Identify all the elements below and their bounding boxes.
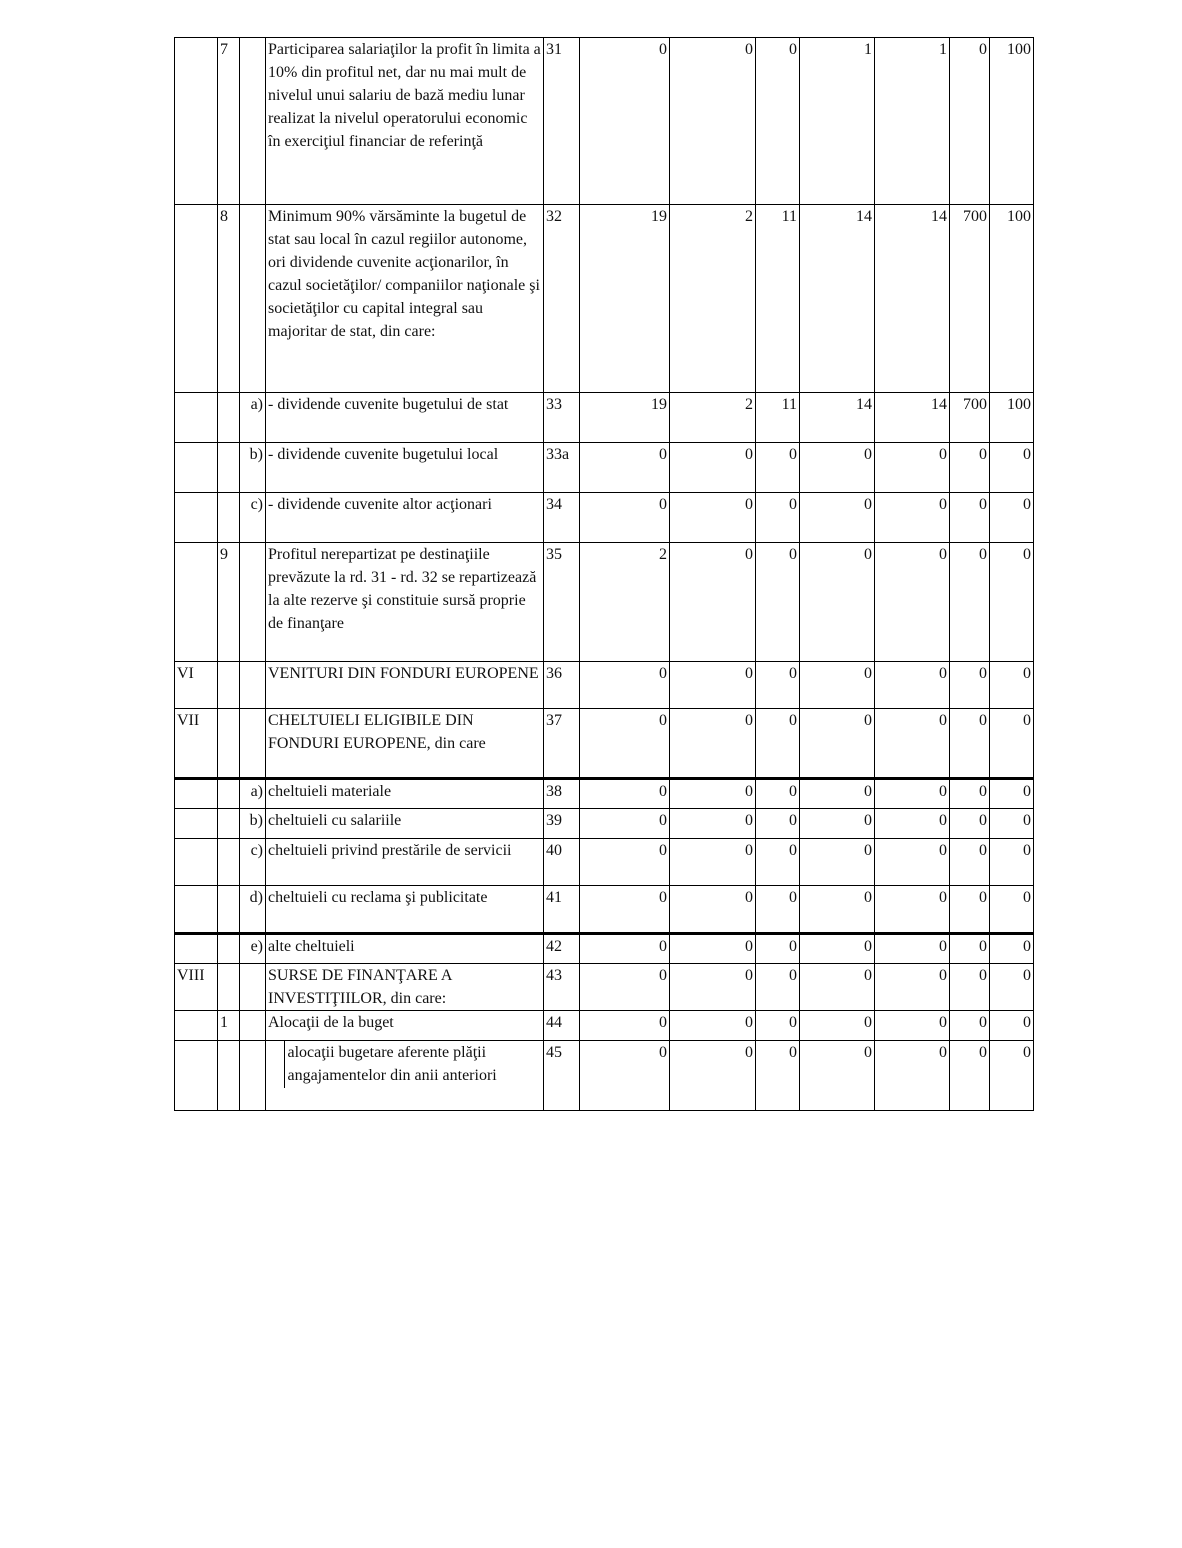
chapter-cell: VIII [175,964,218,1011]
value-cell: 0 [580,779,670,809]
description-text: cheltuieli materiale [268,783,392,800]
value-cell: 0 [990,809,1034,839]
value-cell: 0 [800,809,875,839]
value-cell: 0 [875,443,950,493]
value-cell: 0 [756,809,800,839]
chapter-cell [175,779,218,809]
value-cell: 11 [756,205,800,393]
value-cell: 0 [990,839,1034,886]
value-cell: 0 [756,779,800,809]
value-cell: 0 [990,709,1034,779]
value-cell: 1 [875,38,950,205]
value-cell: 0 [670,543,756,662]
chapter-cell [175,886,218,934]
sub-letter-cell [240,964,266,1011]
row-number-cell [218,393,240,443]
value-cell: 0 [875,1011,950,1041]
value-cell: 0 [950,38,990,205]
description-cell [266,709,544,779]
value-cell: 0 [950,809,990,839]
value-cell: 0 [580,1041,670,1111]
row-number-cell [218,964,240,1011]
table-row [175,493,1034,543]
value-cell: 0 [990,1011,1034,1041]
chapter-cell [175,839,218,886]
table-row [175,779,1034,809]
value-cell: 0 [756,1011,800,1041]
sub-letter-cell [240,709,266,779]
value-cell: 0 [670,886,756,934]
value-cell: 0 [950,493,990,543]
chapter-cell [175,934,218,964]
table-row [175,543,1034,662]
table-row [175,662,1034,709]
chapter-cell [175,809,218,839]
description-cell [266,1011,544,1041]
rd-number-cell: 42 [544,934,580,964]
value-cell: 0 [670,38,756,205]
rd-number-cell: 44 [544,1011,580,1041]
description-cell [266,886,544,934]
sub-letter-cell [240,543,266,662]
value-cell: 0 [670,934,756,964]
description-text: cheltuieli cu reclama şi publicitate [268,889,488,906]
row-number-cell: 9 [218,543,240,662]
chapter-cell [175,393,218,443]
table-row [175,809,1034,839]
description-text: CHELTUIELI ELIGIBILE DIN FONDURI EUROPENE, din care [268,712,486,752]
row-number-cell: 7 [218,38,240,205]
value-cell: 0 [990,964,1034,1011]
value-cell: 0 [756,886,800,934]
sub-letter-cell [240,1011,266,1041]
sub-letter-cell [240,38,266,205]
row-number-cell [218,779,240,809]
value-cell: 14 [875,205,950,393]
description-cell [266,964,544,1011]
table-row [175,205,1034,393]
value-cell: 0 [580,839,670,886]
row-number-cell [218,662,240,709]
value-cell: 0 [875,543,950,662]
value-cell: 0 [875,709,950,779]
value-cell: 0 [950,779,990,809]
chapter-cell: VI [175,662,218,709]
value-cell: 0 [756,543,800,662]
description-cell [266,543,544,662]
table-row [175,393,1034,443]
description-text: alocaţii bugetare aferente plăţii angajamentelor din anii anteriori [287,1044,497,1084]
value-cell: 0 [580,443,670,493]
sub-letter-cell: c) [240,839,266,886]
table-row [175,934,1034,964]
rd-number-cell: 37 [544,709,580,779]
sub-letter-cell: c) [240,493,266,543]
rd-number-cell: 43 [544,964,580,1011]
rd-number-cell: 38 [544,779,580,809]
row-number-cell: 1 [218,1011,240,1041]
description-text: Alocaţii de la buget [268,1014,394,1031]
description-cell [266,934,544,964]
nested-indent-bar [266,1040,285,1088]
budget-table [174,37,1034,1111]
value-cell: 100 [990,38,1034,205]
rd-number-cell: 39 [544,809,580,839]
row-number-cell [218,809,240,839]
chapter-cell [175,543,218,662]
value-cell: 0 [580,1011,670,1041]
rd-number-cell: 41 [544,886,580,934]
value-cell: 0 [580,709,670,779]
value-cell: 0 [800,493,875,543]
nested-description [268,1041,541,1087]
value-cell: 0 [950,443,990,493]
value-cell: 0 [670,964,756,1011]
sub-letter-cell: e) [240,934,266,964]
value-cell: 0 [800,1011,875,1041]
value-cell: 0 [580,809,670,839]
value-cell: 0 [756,964,800,1011]
value-cell: 0 [580,886,670,934]
value-cell: 0 [670,1011,756,1041]
chapter-cell [175,443,218,493]
row-number-cell [218,934,240,964]
table-row [175,709,1034,779]
value-cell: 0 [875,839,950,886]
value-cell: 0 [670,443,756,493]
value-cell: 0 [756,443,800,493]
value-cell: 0 [950,1041,990,1111]
value-cell: 0 [875,493,950,543]
row-number-cell [218,709,240,779]
value-cell: 0 [670,493,756,543]
rd-number-cell: 45 [544,1041,580,1111]
description-text: Participarea salariaţilor la profit în limita a 10% din profitul net, dar nu mai mult de nivelul unui salariu de bază mediu lunar realizat la nivelul operatorului economic în exerciţiul financiar de referinţă [268,41,541,150]
row-number-cell [218,493,240,543]
value-cell: 0 [990,1041,1034,1111]
value-cell: 0 [990,493,1034,543]
value-cell: 0 [875,662,950,709]
value-cell: 0 [950,839,990,886]
value-cell: 0 [950,543,990,662]
description-cell [266,443,544,493]
description-cell [266,779,544,809]
table-row [175,1011,1034,1041]
value-cell: 0 [580,662,670,709]
chapter-cell: VII [175,709,218,779]
value-cell: 0 [756,662,800,709]
value-cell: 0 [580,934,670,964]
sub-letter-cell: b) [240,809,266,839]
row-number-cell [218,886,240,934]
value-cell: 0 [875,934,950,964]
rd-number-cell: 36 [544,662,580,709]
value-cell: 0 [875,1041,950,1111]
rd-number-cell: 35 [544,543,580,662]
value-cell: 14 [800,205,875,393]
sub-letter-cell [240,662,266,709]
chapter-cell [175,493,218,543]
value-cell: 0 [950,662,990,709]
value-cell: 0 [990,779,1034,809]
value-cell: 0 [756,839,800,886]
table-row [175,964,1034,1011]
value-cell: 700 [950,205,990,393]
value-cell: 2 [670,205,756,393]
description-cell [266,839,544,886]
chapter-cell [175,205,218,393]
value-cell: 0 [800,779,875,809]
description-text: - dividende cuvenite altor acţionari [268,496,492,513]
value-cell: 2 [580,543,670,662]
rd-number-cell: 34 [544,493,580,543]
rd-number-cell: 32 [544,205,580,393]
description-cell [266,662,544,709]
value-cell: 0 [800,709,875,779]
value-cell: 0 [670,839,756,886]
sub-letter-cell: a) [240,393,266,443]
sub-letter-cell: d) [240,886,266,934]
description-text: alte cheltuieli [268,938,355,955]
table-row [175,886,1034,934]
value-cell: 0 [990,443,1034,493]
value-cell: 0 [670,662,756,709]
value-cell: 0 [800,934,875,964]
value-cell: 11 [756,393,800,443]
value-cell: 0 [756,709,800,779]
description-text: VENITURI DIN FONDURI EUROPENE [268,665,539,682]
description-text: cheltuieli privind prestările de servicii [268,842,512,859]
description-cell [266,205,544,393]
value-cell: 0 [670,709,756,779]
value-cell: 14 [800,393,875,443]
table-row [175,1041,1034,1111]
table-row [175,839,1034,886]
value-cell: 19 [580,393,670,443]
value-cell: 0 [875,779,950,809]
value-cell: 100 [990,205,1034,393]
value-cell: 0 [800,839,875,886]
value-cell: 0 [756,934,800,964]
value-cell: 0 [875,886,950,934]
value-cell: 0 [950,886,990,934]
value-cell: 0 [950,964,990,1011]
row-number-cell [218,1041,240,1111]
value-cell: 0 [670,809,756,839]
table-row [175,443,1034,493]
description-cell [266,393,544,443]
value-cell: 0 [875,809,950,839]
value-cell: 0 [756,1041,800,1111]
value-cell: 0 [800,964,875,1011]
sub-letter-cell [240,205,266,393]
value-cell: 0 [580,493,670,543]
value-cell: 19 [580,205,670,393]
description-cell [266,1041,544,1111]
rd-number-cell: 40 [544,839,580,886]
table-row [175,38,1034,205]
value-cell: 0 [756,493,800,543]
description-cell [266,493,544,543]
row-number-cell [218,839,240,886]
value-cell: 14 [875,393,950,443]
value-cell: 0 [580,38,670,205]
description-text: Minimum 90% vărsăminte la bugetul de stat sau local în cazul regiilor autonome, ori dividende cuvenite acţionarilor, în cazul societăţilor/ companiilor naţionale şi societăţilor cu capital integral sau majoritar de stat, din care: [268,208,540,340]
sub-letter-cell: a) [240,779,266,809]
value-cell: 0 [800,886,875,934]
description-text: SURSE DE FINANŢARE A INVESTIŢIILOR, din care: [268,967,452,1007]
value-cell: 0 [990,886,1034,934]
value-cell: 0 [950,934,990,964]
description-text: - dividende cuvenite bugetului de stat [268,396,509,413]
sub-letter-cell [240,1041,266,1111]
chapter-cell [175,38,218,205]
value-cell: 0 [800,543,875,662]
value-cell: 0 [990,662,1034,709]
value-cell: 0 [670,779,756,809]
row-number-cell [218,443,240,493]
value-cell: 0 [950,1011,990,1041]
description-cell [266,38,544,205]
sub-letter-cell: b) [240,443,266,493]
row-number-cell: 8 [218,205,240,393]
description-text: cheltuieli cu salariile [268,812,402,829]
value-cell: 1 [800,38,875,205]
description-cell [266,809,544,839]
value-cell: 0 [670,1041,756,1111]
value-cell: 0 [875,964,950,1011]
value-cell: 0 [990,934,1034,964]
value-cell: 2 [670,393,756,443]
description-text: - dividende cuvenite bugetului local [268,446,499,463]
value-cell: 700 [950,393,990,443]
value-cell: 0 [800,443,875,493]
value-cell: 100 [990,393,1034,443]
value-cell: 0 [580,964,670,1011]
value-cell: 0 [990,543,1034,662]
value-cell: 0 [950,709,990,779]
chapter-cell [175,1041,218,1111]
rd-number-cell: 31 [544,38,580,205]
value-cell: 0 [800,662,875,709]
description-text: Profitul nerepartizat pe destinaţiile prevăzute la rd. 31 - rd. 32 se repartizează la alte rezerve şi constituie sursă proprie de finanţare [268,546,537,632]
chapter-cell [175,1011,218,1041]
rd-number-cell: 33a [544,443,580,493]
rd-number-cell: 33 [544,393,580,443]
value-cell: 0 [756,38,800,205]
value-cell: 0 [800,1041,875,1111]
